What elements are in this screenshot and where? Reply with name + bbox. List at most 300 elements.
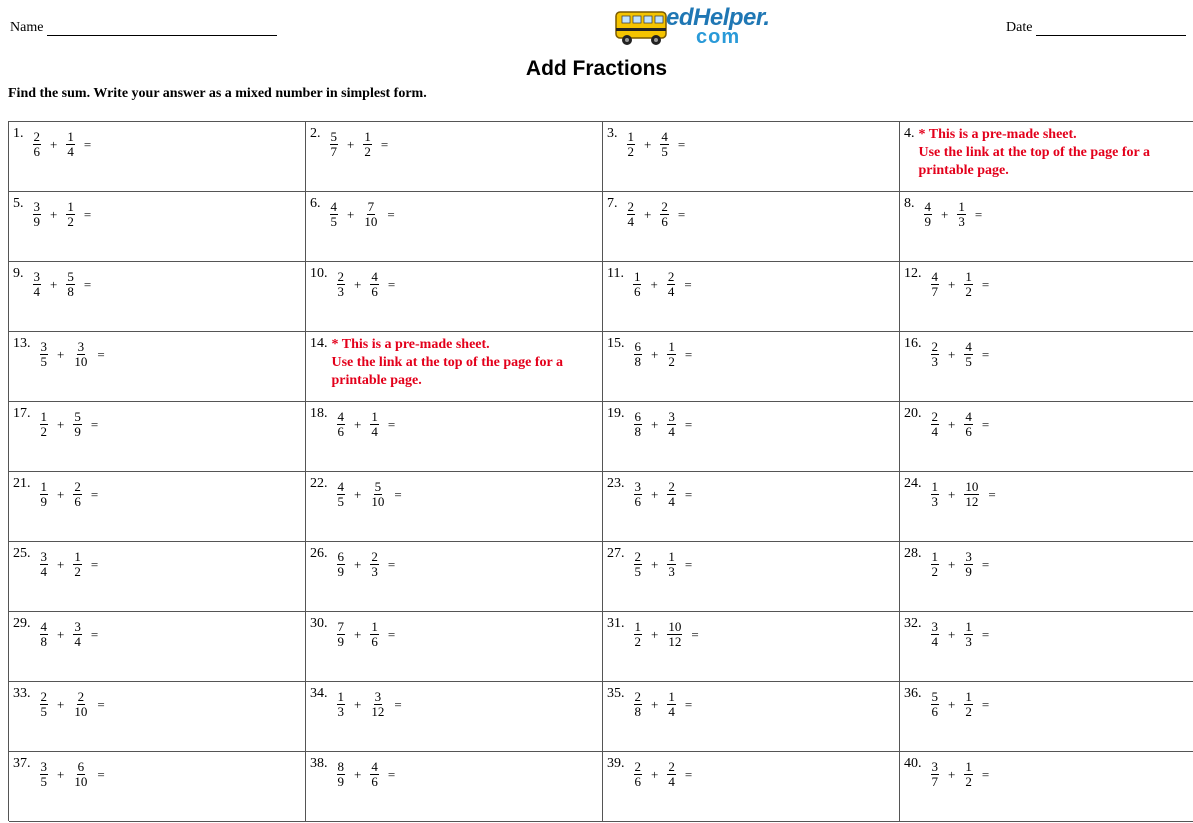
fraction-expression	[28, 130, 96, 159]
fraction-b	[667, 690, 676, 719]
numerator: 4	[661, 129, 668, 144]
fraction-expression	[35, 620, 103, 649]
numerator: 1	[337, 689, 344, 704]
equals-sign: =	[90, 556, 99, 572]
fraction-b	[66, 130, 75, 159]
denominator: 4	[667, 284, 675, 299]
numerator: 1	[931, 549, 938, 564]
numerator: 2	[627, 199, 634, 214]
fraction-a	[931, 270, 940, 299]
equals-sign: =	[90, 626, 99, 642]
denominator: 4	[668, 424, 675, 439]
problem-cell	[900, 122, 1193, 192]
equals-sign: =	[981, 696, 990, 712]
problem-number: 28.	[904, 546, 922, 561]
numerator: 3	[40, 759, 47, 774]
problem-number: 31.	[607, 616, 625, 631]
premade-notice	[332, 336, 603, 390]
numerator: 2	[337, 269, 344, 284]
premade-line: * This is a pre-made sheet.	[918, 127, 1077, 142]
numerator: 2	[634, 759, 641, 774]
plus-sign: +	[354, 626, 362, 642]
equals-sign: =	[387, 766, 396, 782]
denominator: 9	[965, 564, 972, 579]
numerator: 2	[74, 479, 81, 494]
numerator: 4	[337, 409, 344, 424]
problem-number: 7.	[607, 196, 618, 211]
problem-cell	[900, 192, 1193, 262]
fraction-expression	[332, 690, 406, 719]
fraction-expression	[926, 550, 994, 579]
logo-com: com	[696, 26, 741, 48]
denominator: 6	[633, 284, 641, 299]
denominator: 2	[627, 144, 634, 159]
plus-sign: +	[650, 276, 658, 292]
numerator: 5	[74, 409, 81, 424]
problem-cell	[900, 542, 1193, 612]
page-title: Add Fractions	[525, 57, 668, 80]
fraction-b	[73, 550, 82, 579]
plus-sign: +	[651, 556, 659, 572]
problem-number: 15.	[607, 336, 625, 351]
fraction-b	[363, 130, 372, 159]
denominator: 2	[40, 424, 47, 439]
problem-cell	[603, 542, 900, 612]
fraction-expression	[35, 410, 103, 439]
problem-grid	[8, 121, 1193, 821]
denominator: 3	[958, 214, 965, 229]
plus-sign: +	[57, 696, 65, 712]
problem-cell	[9, 682, 306, 752]
fraction-a	[337, 690, 346, 719]
denominator: 9	[337, 634, 344, 649]
edhelper-logo	[614, 2, 770, 52]
fraction-b	[73, 690, 88, 719]
premade-notice	[919, 126, 1193, 180]
numerator: 5	[67, 269, 74, 284]
fraction-a	[40, 690, 49, 719]
equals-sign: =	[988, 486, 996, 502]
numerator: 1	[74, 549, 81, 564]
denominator: 8	[634, 424, 641, 439]
problem-cell	[306, 682, 603, 752]
problem-cell	[306, 402, 603, 472]
numerator: 2	[667, 269, 675, 284]
numerator: 1	[668, 339, 675, 354]
equals-sign: =	[981, 416, 990, 432]
denominator: 6	[931, 704, 938, 719]
denominator: 10	[364, 214, 378, 229]
equals-sign: =	[97, 346, 105, 362]
fraction-b	[73, 760, 88, 789]
fraction-expression	[628, 270, 696, 299]
problem-number: 25.	[13, 546, 31, 561]
numerator: 1	[364, 129, 371, 144]
numerator: 4	[965, 339, 972, 354]
denominator: 10	[74, 774, 88, 789]
fraction-b	[667, 340, 676, 369]
denominator: 10	[371, 494, 385, 509]
fraction-b	[667, 410, 676, 439]
equals-sign: =	[684, 486, 693, 502]
fraction-b	[964, 690, 973, 719]
problem-cell	[603, 122, 900, 192]
plus-sign: +	[57, 416, 65, 432]
numerator: 4	[330, 199, 337, 214]
plus-sign: +	[354, 486, 362, 502]
numerator: 1	[965, 759, 972, 774]
plus-sign: +	[354, 556, 362, 572]
denominator: 5	[40, 774, 47, 789]
fraction-a	[931, 410, 940, 439]
fraction-a	[634, 690, 643, 719]
fraction-a	[931, 620, 940, 649]
fraction-b	[667, 550, 676, 579]
denominator: 2	[364, 144, 371, 159]
fraction-expression	[332, 410, 400, 439]
fraction-expression	[926, 480, 1000, 509]
denominator: 10	[74, 354, 88, 369]
problem-cell	[603, 262, 900, 332]
fraction-expression	[35, 690, 109, 719]
numerator: 1	[668, 549, 675, 564]
plus-sign: +	[50, 276, 58, 292]
problem-number: 13.	[13, 336, 31, 351]
problem-number: 4.	[904, 126, 915, 141]
denominator: 6	[371, 774, 378, 789]
plus-sign: +	[644, 206, 652, 222]
problem-cell	[9, 332, 306, 402]
numerator: 1	[634, 619, 641, 634]
numerator: 1	[633, 269, 641, 284]
fraction-b	[964, 480, 979, 509]
numerator: 1	[668, 689, 675, 704]
fraction-b	[73, 340, 88, 369]
problem-cell	[900, 332, 1193, 402]
denominator: 2	[74, 564, 81, 579]
problem-cell	[900, 612, 1193, 682]
denominator: 4	[627, 214, 634, 229]
denominator: 5	[634, 564, 641, 579]
fraction-b	[370, 760, 379, 789]
denominator: 6	[337, 424, 344, 439]
fraction-b	[370, 270, 379, 299]
denominator: 6	[33, 144, 40, 159]
plus-sign: +	[651, 416, 659, 432]
denominator: 6	[965, 424, 972, 439]
denominator: 5	[40, 354, 47, 369]
denominator: 6	[371, 634, 378, 649]
plus-sign: +	[644, 136, 652, 152]
equals-sign: =	[380, 136, 389, 152]
numerator: 2	[33, 129, 40, 144]
fraction-a	[634, 760, 643, 789]
denominator: 4	[371, 424, 378, 439]
fraction-a	[627, 130, 636, 159]
problem-number: 26.	[310, 546, 328, 561]
problem-number: 18.	[310, 406, 328, 421]
fraction-b	[73, 480, 82, 509]
denominator: 9	[337, 564, 344, 579]
plus-sign: +	[948, 766, 956, 782]
problem-number: 9.	[13, 266, 24, 281]
fraction-expression	[629, 760, 697, 789]
denominator: 9	[337, 774, 344, 789]
equals-sign: =	[387, 206, 395, 222]
denominator: 12	[371, 704, 385, 719]
problem-number: 24.	[904, 476, 922, 491]
denominator: 4	[668, 774, 675, 789]
fraction-a	[330, 200, 339, 229]
denominator: 9	[74, 424, 81, 439]
numerator: 6	[77, 759, 85, 774]
numerator: 2	[634, 689, 641, 704]
plus-sign: +	[948, 346, 956, 362]
fraction-a	[627, 200, 636, 229]
denominator: 3	[337, 284, 344, 299]
fraction-expression	[919, 200, 987, 229]
fraction-b	[66, 270, 75, 299]
numerator: 4	[965, 409, 972, 424]
fraction-a	[40, 550, 49, 579]
plus-sign: +	[948, 626, 956, 642]
equals-sign: =	[684, 696, 693, 712]
equals-sign: =	[981, 346, 990, 362]
plus-sign: +	[347, 206, 355, 222]
denominator: 4	[668, 704, 675, 719]
denominator: 6	[74, 494, 81, 509]
problem-number: 37.	[13, 756, 31, 771]
problem-number: 23.	[607, 476, 625, 491]
numerator: 6	[634, 409, 641, 424]
fraction-a	[40, 410, 49, 439]
fraction-expression	[28, 200, 96, 229]
equals-sign: =	[684, 416, 693, 432]
fraction-b	[964, 760, 973, 789]
equals-sign: =	[387, 276, 396, 292]
problem-cell	[306, 122, 603, 192]
plus-sign: +	[57, 556, 65, 572]
denominator: 3	[931, 354, 938, 369]
fraction-expression	[35, 760, 109, 789]
problem-number: 30.	[310, 616, 328, 631]
premade-line: Use the link at the top of the page for a printable page.	[918, 145, 1151, 178]
denominator: 6	[634, 494, 641, 509]
numerator: 3	[33, 269, 40, 284]
numerator: 2	[40, 689, 47, 704]
problem-cell	[306, 332, 603, 402]
fraction-a	[33, 130, 42, 159]
denominator: 2	[965, 704, 972, 719]
numerator: 1	[627, 129, 634, 144]
problem-cell	[9, 542, 306, 612]
problem-number: 2.	[310, 126, 321, 141]
plus-sign: +	[948, 276, 956, 292]
numerator: 1	[67, 199, 74, 214]
fraction-a	[33, 270, 42, 299]
fraction-b	[370, 690, 385, 719]
denominator: 2	[931, 564, 938, 579]
denominator: 4	[67, 144, 74, 159]
numerator: 3	[931, 759, 938, 774]
school-bus-icon	[614, 2, 674, 52]
numerator: 3	[931, 619, 938, 634]
fraction-a	[633, 270, 642, 299]
fraction-b	[66, 200, 75, 229]
plus-sign: +	[651, 626, 659, 642]
problem-cell	[900, 262, 1193, 332]
problem-number: 8.	[904, 196, 915, 211]
fraction-a	[931, 550, 940, 579]
fraction-expression	[332, 550, 400, 579]
equals-sign: =	[677, 206, 686, 222]
problem-cell	[9, 612, 306, 682]
numerator: 3	[965, 549, 972, 564]
fraction-a	[337, 270, 346, 299]
numerator: 1	[40, 479, 47, 494]
fraction-b	[370, 550, 379, 579]
fraction-a	[40, 620, 49, 649]
problem-number: 6.	[310, 196, 321, 211]
numerator: 5	[931, 689, 938, 704]
fraction-expression	[926, 270, 994, 299]
problem-number: 1.	[13, 126, 24, 141]
equals-sign: =	[974, 206, 983, 222]
problem-number: 10.	[310, 266, 328, 281]
fraction-expression	[926, 690, 994, 719]
fraction-a	[634, 550, 643, 579]
problem-number: 29.	[13, 616, 31, 631]
fraction-expression	[629, 480, 697, 509]
numerator: 6	[337, 549, 344, 564]
fraction-b	[964, 620, 973, 649]
problem-cell	[603, 682, 900, 752]
equals-sign: =	[97, 766, 105, 782]
fraction-a	[924, 200, 933, 229]
problem-cell	[306, 612, 603, 682]
fraction-expression	[629, 690, 697, 719]
problem-cell	[603, 612, 900, 682]
numerator: 2	[77, 689, 85, 704]
fraction-b	[370, 480, 385, 509]
problem-number: 40.	[904, 756, 922, 771]
numerator: 4	[371, 759, 378, 774]
denominator: 5	[337, 494, 344, 509]
equals-sign: =	[83, 136, 92, 152]
problem-cell	[306, 752, 603, 822]
numerator: 2	[931, 409, 938, 424]
denominator: 9	[40, 494, 47, 509]
denominator: 3	[931, 494, 938, 509]
fraction-b	[370, 620, 379, 649]
fraction-expression	[332, 620, 400, 649]
fraction-b	[667, 760, 676, 789]
equals-sign: =	[981, 556, 990, 572]
name-field	[10, 20, 277, 36]
denominator: 2	[67, 214, 74, 229]
equals-sign: =	[97, 696, 105, 712]
fraction-b	[660, 200, 669, 229]
fraction-a	[337, 620, 346, 649]
problem-cell	[306, 472, 603, 542]
date-label: Date	[1006, 20, 1033, 35]
numerator: 2	[634, 549, 641, 564]
problem-number: 36.	[904, 686, 922, 701]
plus-sign: +	[354, 696, 362, 712]
fraction-b	[73, 410, 82, 439]
equals-sign: =	[981, 626, 990, 642]
fraction-a	[634, 620, 643, 649]
denominator: 6	[634, 774, 641, 789]
fraction-a	[330, 130, 339, 159]
problem-number: 22.	[310, 476, 328, 491]
numerator: 8	[337, 759, 344, 774]
numerator: 1	[67, 129, 74, 144]
numerator: 3	[634, 479, 641, 494]
fraction-b	[964, 550, 973, 579]
numerator: 1	[958, 199, 965, 214]
plus-sign: +	[941, 206, 949, 222]
denominator: 6	[661, 214, 668, 229]
problem-cell	[9, 402, 306, 472]
fraction-expression	[35, 550, 103, 579]
denominator: 5	[40, 704, 47, 719]
fraction-a	[40, 340, 49, 369]
denominator: 8	[634, 354, 641, 369]
denominator: 2	[668, 354, 675, 369]
numerator: 3	[40, 339, 47, 354]
plus-sign: +	[948, 486, 956, 502]
plus-sign: +	[50, 206, 58, 222]
numerator: 7	[367, 199, 375, 214]
numerator: 3	[668, 409, 675, 424]
fraction-expression	[926, 760, 994, 789]
problem-cell	[603, 472, 900, 542]
denominator: 3	[965, 634, 972, 649]
numerator: 4	[40, 619, 47, 634]
denominator: 6	[371, 284, 378, 299]
plus-sign: +	[948, 556, 956, 572]
plus-sign: +	[57, 766, 65, 782]
fraction-expression	[622, 130, 690, 159]
fraction-b	[957, 200, 966, 229]
problem-number: 5.	[13, 196, 24, 211]
fraction-a	[33, 200, 42, 229]
fraction-expression	[332, 270, 400, 299]
fraction-expression	[926, 340, 994, 369]
equals-sign: =	[677, 136, 686, 152]
fraction-b	[964, 270, 973, 299]
denominator: 9	[33, 214, 40, 229]
numerator: 2	[371, 549, 378, 564]
denominator: 3	[668, 564, 675, 579]
numerator: 4	[337, 479, 344, 494]
plus-sign: +	[347, 136, 355, 152]
numerator: 1	[371, 409, 378, 424]
fraction-expression	[622, 200, 690, 229]
equals-sign: =	[90, 416, 99, 432]
denominator: 2	[965, 774, 972, 789]
fraction-expression	[325, 130, 393, 159]
fraction-expression	[629, 340, 697, 369]
denominator: 9	[924, 214, 931, 229]
plus-sign: +	[651, 486, 659, 502]
plus-sign: +	[57, 486, 65, 502]
fraction-a	[931, 480, 940, 509]
numerator: 1	[965, 619, 972, 634]
problem-number: 39.	[607, 756, 625, 771]
problem-number: 33.	[13, 686, 31, 701]
